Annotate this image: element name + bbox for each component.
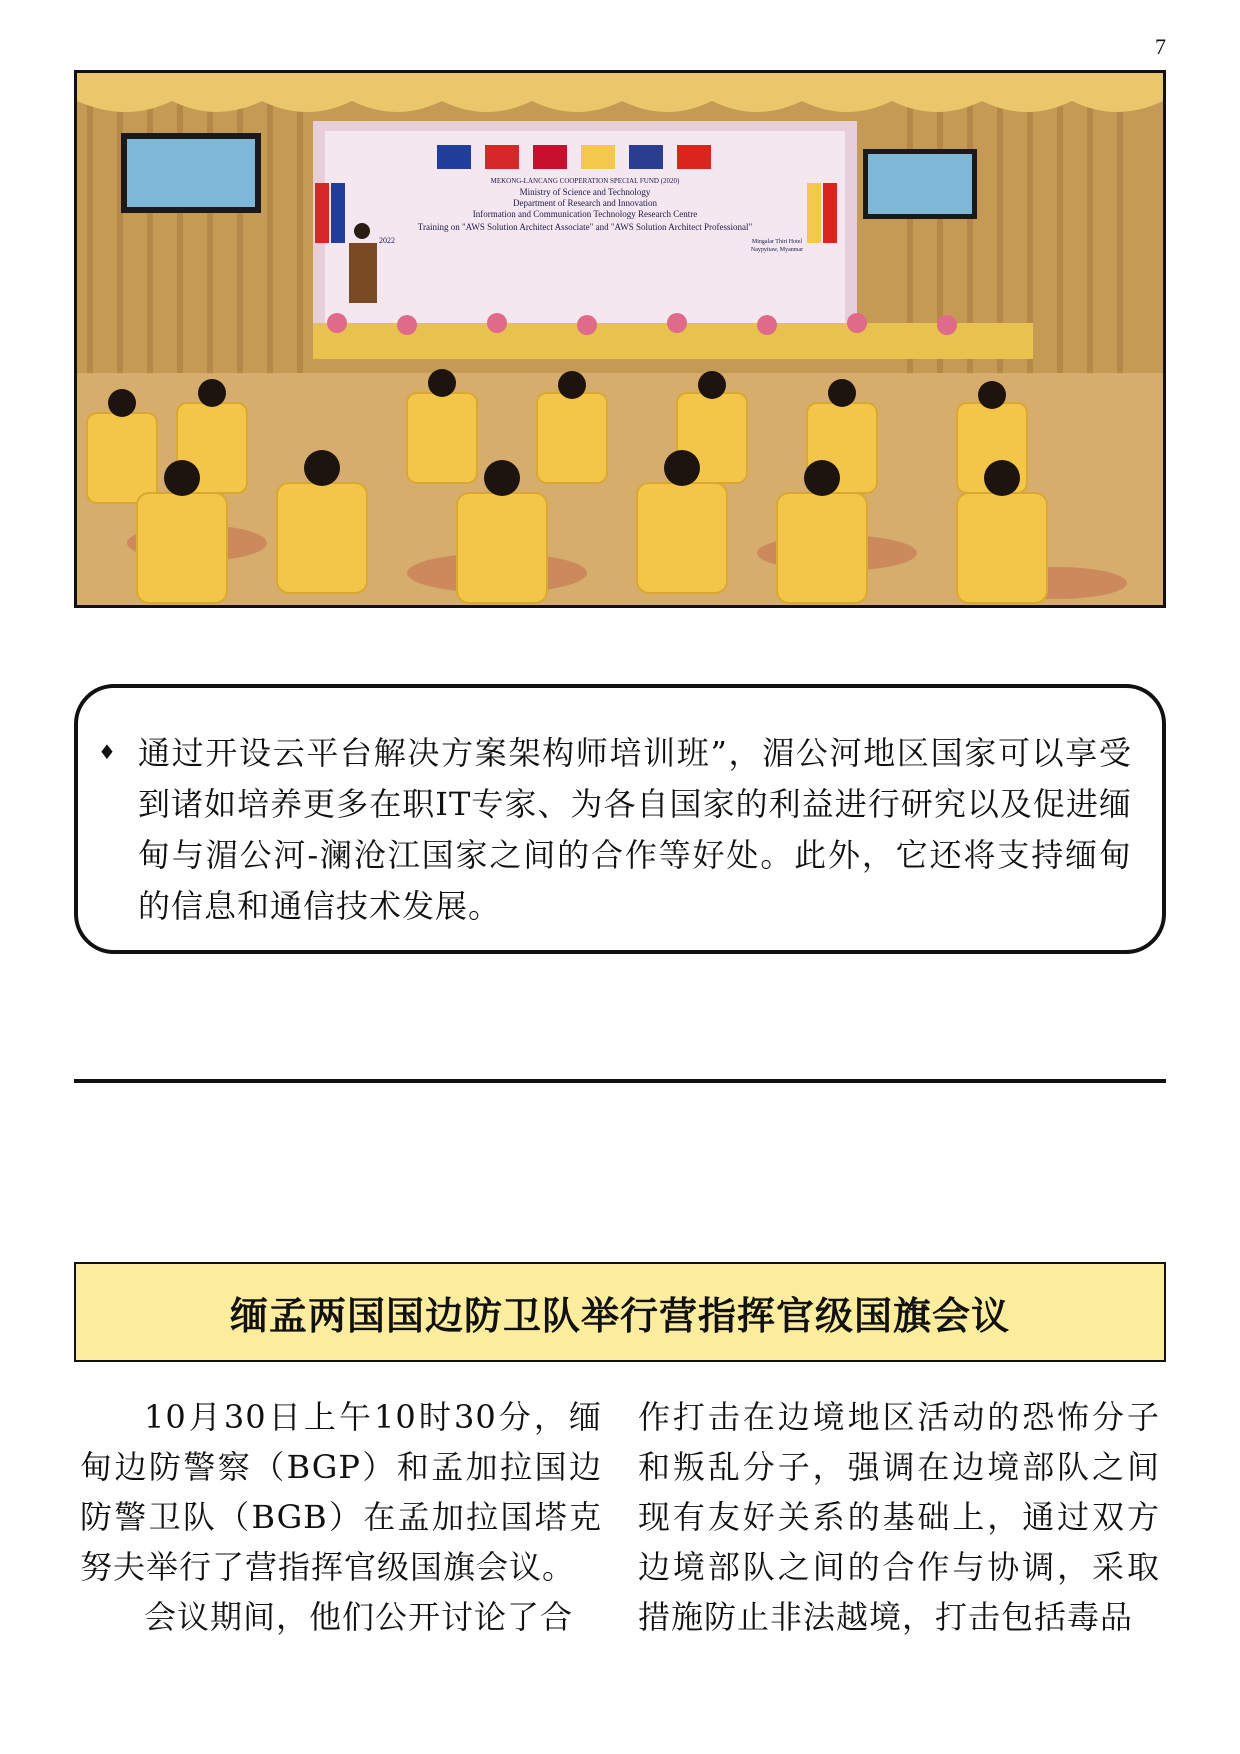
article-body bbox=[80, 1392, 1160, 1642]
event-photo bbox=[74, 70, 1166, 608]
article-paragraph: 作打击在边境地区活动的恐怖分子和叛乱分子，强调在边境部队之间现有友好关系的基础上，通过双方边境部队之间的合作与协调，采取措施防止非法越境，打击包括毒品 bbox=[638, 1398, 1160, 1636]
banner-line: Training on "AWS Solution Architect Associate" and "AWS Solution Architect Professional" bbox=[417, 222, 753, 232]
venue-line: Mingalar Thiri Hotel bbox=[751, 239, 803, 245]
banner-line: Information and Communication Technology Research Centre bbox=[472, 209, 698, 219]
banner-line: MEKONG-LANCANG COOPERATION SPECIAL FUND (2020) bbox=[490, 177, 680, 185]
callout-text: 通过开设云平台解决方案架构师培训班”，湄公河地区国家可以享受到诸如培养更多在职IT专家、为各自国家的利益进行研究以及促进缅甸与湄公河-澜沧江国家之间的合作等好处。此外，它还将支持缅甸的信息和通信技术发展。 bbox=[138, 734, 1132, 925]
article-column-left bbox=[80, 1392, 602, 1642]
article-paragraph: 会议期间，他们公开讨论了合 bbox=[144, 1598, 574, 1636]
banner-line: Department of Research and Innovation bbox=[513, 198, 657, 208]
venue-line: Naypyitaw, Myanmar bbox=[750, 247, 804, 253]
section-divider bbox=[74, 1079, 1166, 1083]
article-headline-box bbox=[74, 1262, 1166, 1362]
article-column-right bbox=[638, 1392, 1160, 1642]
banner-line: Ministry of Science and Technology bbox=[519, 187, 651, 197]
article-paragraph: 10月30日上午10时30分，缅甸边防警察（BGP）和孟加拉国边防警卫队（BGB）在孟加拉国塔克努夫举行了营指挥官级国旗会议。 bbox=[80, 1398, 602, 1586]
article-headline: 缅孟两国国边防卫队举行营指挥官级国旗会议 bbox=[229, 1293, 1010, 1338]
diamond-bullet-icon: ♦ bbox=[98, 740, 116, 764]
banner-line: 2022 bbox=[379, 236, 395, 245]
page-number: 7 bbox=[1155, 34, 1166, 59]
summary-callout bbox=[74, 684, 1166, 954]
